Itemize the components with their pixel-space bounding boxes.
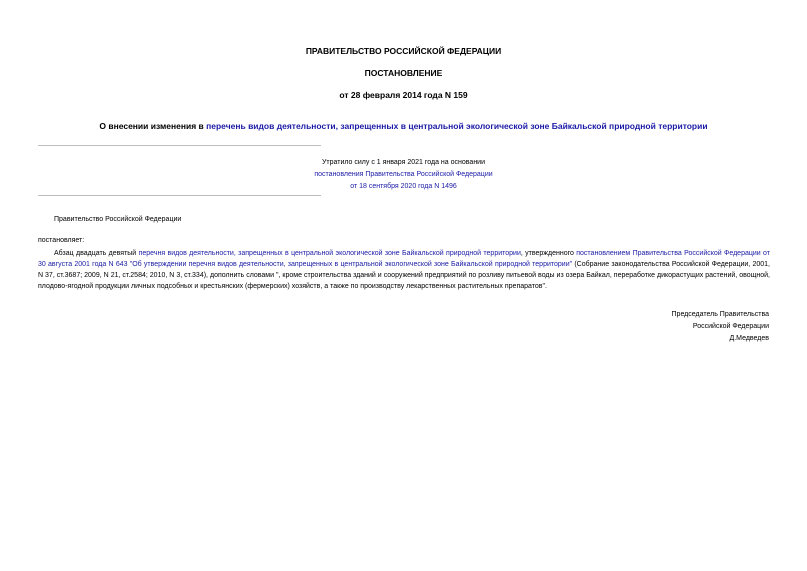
status-note [0, 157, 807, 193]
bottom-divider [38, 195, 321, 196]
paragraph-start: Абзац двадцать девятый [54, 250, 139, 257]
signature-block [672, 309, 769, 345]
status-note-decree-link[interactable]: постановления Правительства Российской Федерации [314, 171, 493, 178]
document-title [0, 121, 807, 131]
paragraph-end: (Собрание законодательства Российской Федерации, 2001, N 37, ст.3687; 2009, N 21, ст.2584; 2010, N 3, ст.334), дополнить словами ", кроме строительства зданий и сооружений предприятий по розливу питьевой воды из озера Байкал, переработке дикорастущих растений, овощной, плодово-ягодной продукции личных подсобных и крестьянских (фермерских) хозяйств, а также по производству лекарственных растительных препаратов". [38, 261, 770, 290]
status-note-date-link[interactable]: от 18 сентября 2020 года N 1496 [350, 183, 457, 190]
signature-organization: Российской Федерации [692, 323, 769, 330]
title-link[interactable]: перечень видов деятельности, запрещенных в центральной экологической зоне Байкальской природной территории [206, 121, 708, 131]
main-paragraph [38, 248, 770, 292]
doc-type-heading: ПОСТАНОВЛЕНИЕ [364, 68, 443, 78]
intro-text: Правительство Российской Федерации [54, 216, 182, 223]
doc-date-heading: от 28 февраля 2014 года N 159 [339, 90, 468, 100]
authority-heading: ПРАВИТЕЛЬСТВО РОССИЙСКОЙ ФЕДЕРАЦИИ [305, 46, 502, 56]
title-prefix: О внесении изменения в [99, 121, 207, 131]
list-link[interactable]: перечня видов деятельности, запрещенных в центральной экологической зоне Байкальской природной территории [138, 250, 521, 257]
decrees-text: постановляет: [38, 237, 85, 244]
paragraph-middle: , утвержденного [520, 250, 577, 257]
signature-name: Д.Медведев [729, 335, 769, 342]
top-divider [38, 145, 321, 146]
signature-position: Председатель Правительства [671, 311, 769, 318]
status-note-line: Утратило силу с 1 января 2021 года на основании [321, 159, 486, 166]
decree-link[interactable]: постановлением Правительства Российской Федерации от 30 августа 2001 года N 643 "Об утверждении перечня видов деятельности, запрещенных в центральной экологической зоне Байкальской природной территории" [38, 250, 771, 268]
